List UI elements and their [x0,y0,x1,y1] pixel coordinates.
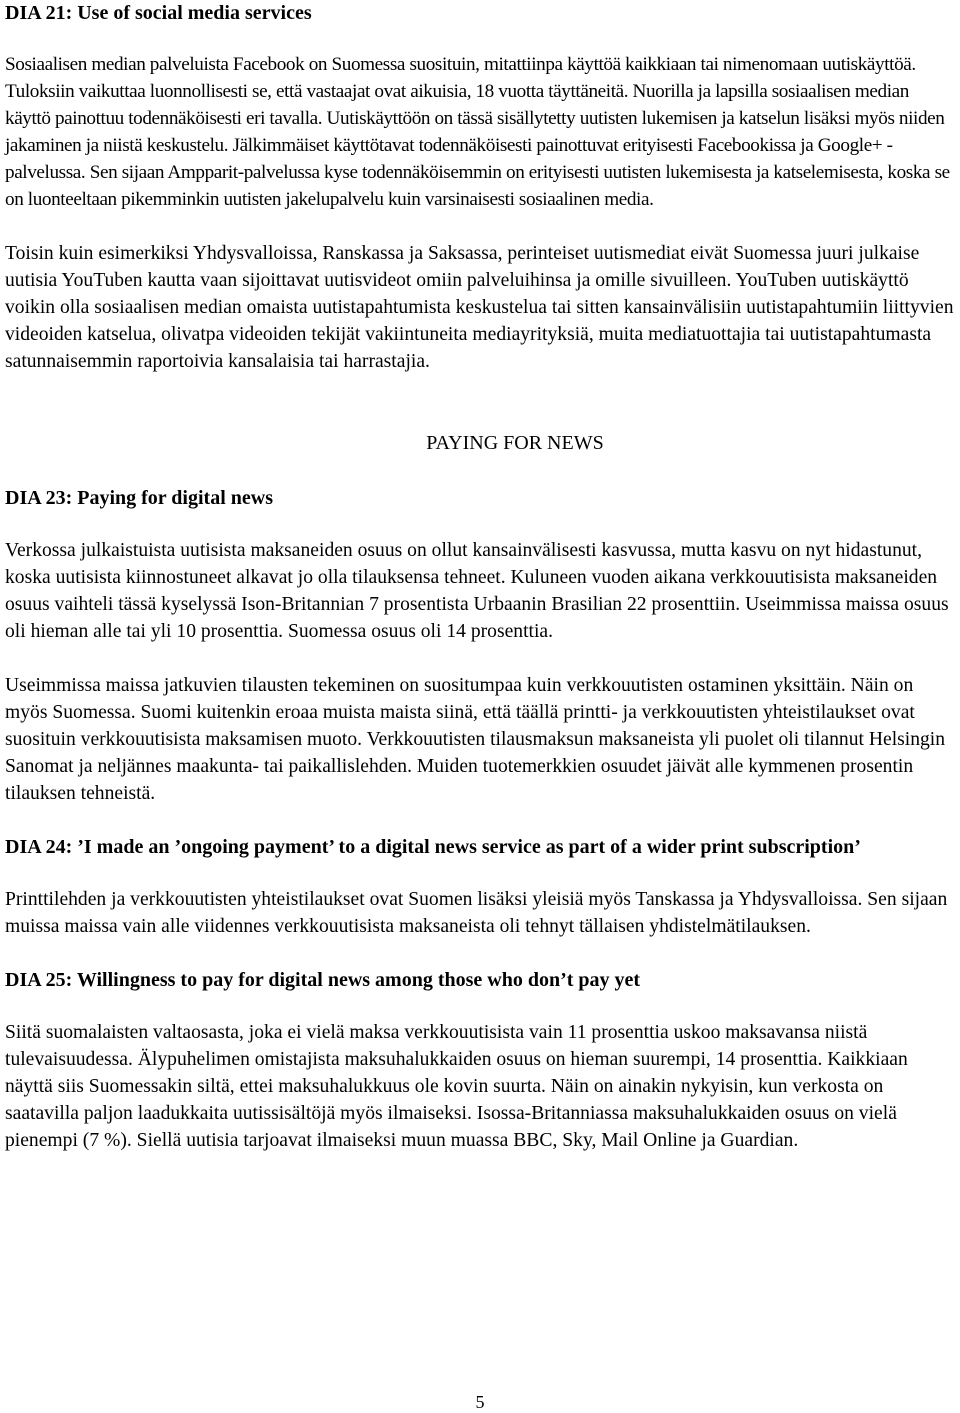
section-heading-dia25: DIA 25: Willingness to pay for digital news among those who don’t pay yet [5,969,641,991]
paragraph-dia23-1: Verkossa julkaistuista uutisista maksaneiden osuus on ollut kansainvälisesti kasvussa, mutta kasvu on nyt hidastunut, koska uutisista kiinnostuneet alkavat jo olla tilauksensa tehneet. Kuluneen vuoden aikana verkkouutisista maksaneiden osuus vaihteli tässä kyselyssä Ison-Britannian 7 prosentista Urbaanin Brasilian 22 prosenttiin. Useimmissa maissa osuus oli hieman alle tai yli 10 prosenttia. Suomessa osuus oli 14 prosenttia. [5,540,949,642]
document-page [5,0,955,1154]
section-heading-dia24: DIA 24: ’I made an ’ongoing payment’ to a digital news service as part of a wider print subscription’ [5,836,861,858]
paragraph-dia25-1: Siitä suomalaisten valtaosasta, joka ei vielä maksa verkkouutisista vain 11 prosenttia uskoo maksavansa niistä tulevaisuudessa. Älypuhelimen omistajista maksuhalukkaiden osuus on hieman suurempi, 14 prosenttia. Kaikkiaan näyttä siis Suomessakin siltä, ettei maksuhalukkuus ole kovin suurta. Näin on ainakin nykyisin, kun verkosta on saatavilla paljon laadukkaita uutissisältöjä myös ilmaiseksi. Isossa-Britanniassa maksuhalukkaiden osuus on vielä pienempi (7 %). Siellä uutisia tarjoavat ilmaiseksi muun muassa BBC, Sky, Mail Online ja Guardian. [5,1022,908,1151]
page-number: 5 [475,1392,485,1412]
section-heading-dia21: DIA 21: Use of social media services [5,2,312,24]
section-heading-dia23: DIA 23: Paying for digital news [5,487,273,509]
paying-for-news-label: PAYING FOR NEWS [426,432,604,454]
paragraph-dia23-2: Useimmissa maissa jatkuvien tilausten tekeminen on suositumpaa kuin verkkouutisten ostaminen yksittäin. Näin on myös Suomessa. Suomi kuitenkin eroaa muista maista siinä, että täällä printti- ja verkkouutisten yhteistilaukset ovat suosituin verkkouutisista maksamisen muoto. Verkkouutisten tilausmaksun maksaneista yli puolet oli tilannut Helsingin Sanomat ja neljännes maakunta- tai paikallislehden. Muiden tuotemerkkien osuudet jäivät alle kymmenen prosentin tilauksen tehneistä. [5,675,946,804]
paragraph-dia24-1: Printtilehden ja verkkouutisten yhteistilaukset ovat Suomen lisäksi yleisiä myös Tanskassa ja Yhdysvalloissa. Sen sijaan muissa maissa vain alle viidennes verkkouutisista maksaneista oli tehnyt tällaisen yhdistelmätilauksen. [5,889,948,937]
paragraph-dia21-1: Sosiaalisen median palveluista Facebook on Suomessa suosituin, mitattiinpa käyttöä kaikkiaan tai nimenomaan uutiskäyttöä. Tuloksiin vaikuttaa luonnollisesti se, että vastaajat ovat aikuisia, 18 vuotta täyttäneitä. Nuorilla ja lapsilla sosiaalisen median käyttö painottuu todennäköisesti eri tavalla. Uutiskäyttöön on tässä sisällytetty uutisten lukemisen ja katselun lisäksi myös niiden jakaminen ja niistä keskustelu. Jälkimmäiset käyttötavat todennäköisesti painottuvat erityisesti Facebookissa ja Google+ -palvelussa. Sen sijaan Ampparit-palvelussa kyse todennäköisemmin on erityisesti uutisten lukemisesta ja katselemisesta, koska se on luonteeltaan pikemminkin uutisten jakelupalvelu kuin varsinaisesti sosiaalinen media. [5,54,950,210]
paragraph-dia21-2: Toisin kuin esimerkiksi Yhdysvalloissa, Ranskassa ja Saksassa, perinteiset uutismediat eivät Suomessa juuri julkaise uutisia YouTuben kautta vaan sijoittavat uutisvideot omiin palveluihinsa ja omille sivuilleen. YouTuben uutiskäyttö voikin olla sosiaalisen median omaista uutistapahtumista keskustelua tai sitten kansainvälisiin uutistapahtumiin liittyvien videoiden katselua, olivatpa videoiden tekijät vakiintuneita mediayrityksiä, muita mediatuottajia tai uutistapahtumasta satunnaisemmin raportoivia kansalaisia tai harrastajia. [5,243,954,372]
